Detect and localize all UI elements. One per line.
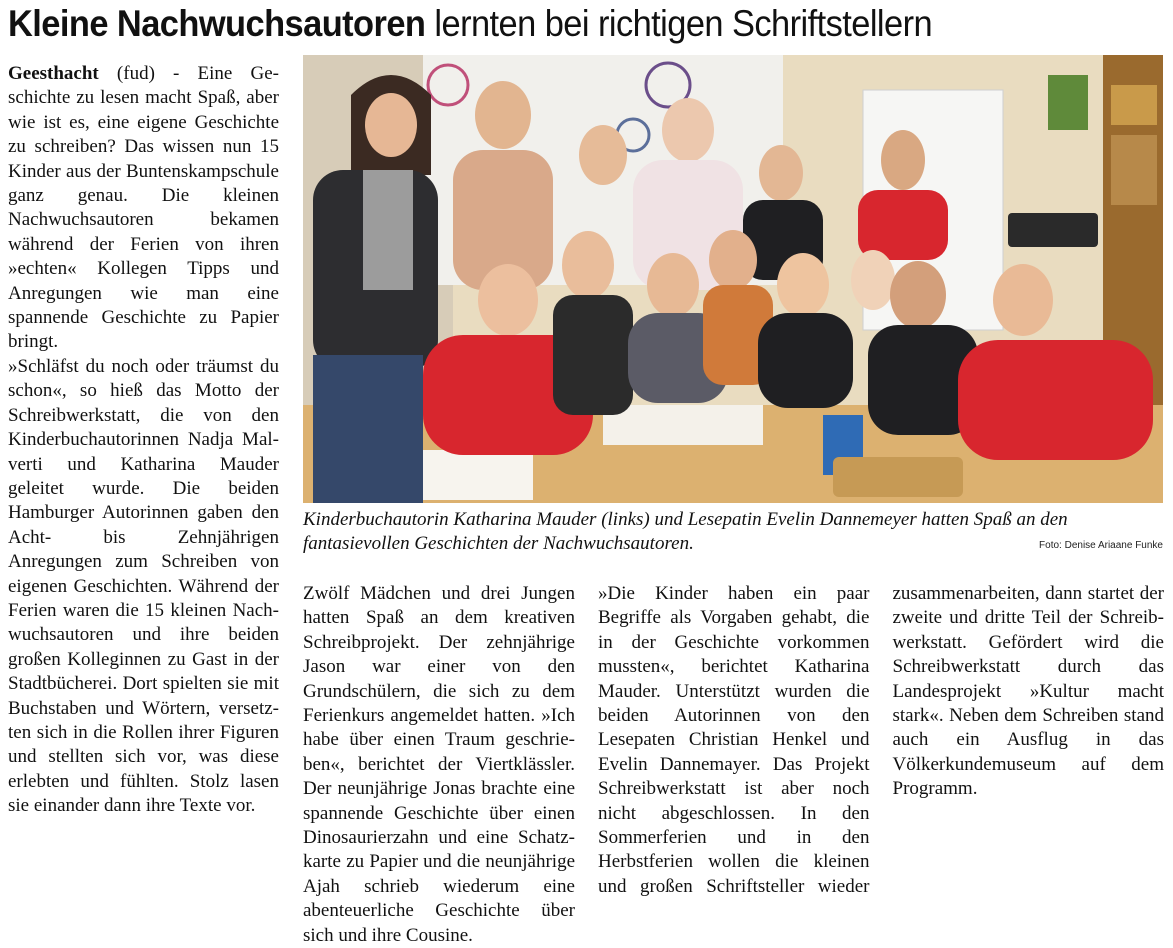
headline-bold: Kleine Nachwuchsautoren xyxy=(8,3,426,44)
headline xyxy=(8,2,1087,46)
photo-credit: Foto: Denise Ariaane Funke xyxy=(1039,540,1163,551)
dateline: Geesthacht xyxy=(8,63,99,84)
headline-regular: lernten bei richtigen Schriftstellern xyxy=(425,3,933,44)
lead-text: (fud) - Eine Geschichte zu lesen macht Spaß, aber wie ist es, eine eigene Geschichte zu schreiben? Das wissen nun 15 Kinder aus der Buntenskampschule ganz genau. Die kleinen Nachwuchsautoren bekamen während der Ferien von ihren »echten« Kollegen Tipps und Anregungen wie man eine spannende Geschichte zu Papier bringt. xyxy=(8,63,279,353)
article-photo xyxy=(303,55,1163,503)
article-paragraph-3: Zwölf Mädchen und drei Jungen hatten Spaß an dem kreativen Schreibprojekt. Der zehnjährige Jason war einer von den Grundschülern, die sich zu dem Ferienkurs angemeldet hatten. »Ich habe über einen Traum geschrieben«, berichtet der Viertklässler. Der neunjährige Jonas brachte eine spannende Geschichte über einen Dinosaurierzahn und eine Schatzkarte zu Papier und die neunjährige Ajah schrieb wiederum eine abenteuerliche Geschichte über sich und ihre Cousine. xyxy=(303,583,575,946)
article-column-1 xyxy=(8,62,279,819)
photo-caption: Kinderbuchautorin Katharina Mauder (links) und Lesepatin Evelin Dannemeyer hatten Spaß an den fantasievollen Geschichten der Nachwuchsautoren. xyxy=(303,509,1068,554)
article-paragraph-2: »Schläfst du noch oder träumst du schon«, so hieß das Motto der Schreibwerkstatt, die von den Kinderbuchautorinnen Nadja Malverti und Katharina Mauder geleitet wurde. Die beiden Hamburger Autorinnen gaben den Acht- bis Zehnjährigen Anregungen zum Schreiben von eigenen Geschichten. Während der Ferien waren die 15 kleinen Nachwuchsautoren und ihre beiden großen Kolleginnen zu Gast in der Stadtbücherei. Dort spielten sie mit Buchstaben und Wörtern, versetzten sich in die Rollen ihrer Figuren und stellten sich vor, was diese erlebten und fühlten. Stolz lasen sie einander dann ihre Texte vor. xyxy=(8,355,279,817)
article-column-2 xyxy=(303,582,575,948)
article-paragraph-4: »Die Kinder haben ein paar Begriffe als Vorgaben gehabt, die in der Geschichte vorkommen mussten«, berichtet Katharina Mauder. Unterstützt wurden die beiden Autorinnen von den Lesepaten Christian Henkel und Evelin Dannemayer. Das Projekt Schreibwerkstatt ist aber noch nicht abgeschlossen. In den Sommerferien und in den Herbstferien wollen die kleinen und großen Schriftsteller wieder zusammenarbeiten, dann startet der zweite und dritte Teil der Schreibwerkstatt. Gefördert wird die Schreibwerkstatt durch das Landesprojekt »Kultur macht stark«. Neben dem Schreiben stand auch ein Ausflug in das Völkerkundemuseum auf dem Programm. xyxy=(598,583,1164,897)
photo-illustration xyxy=(303,55,1163,503)
article-lead-paragraph xyxy=(8,62,279,355)
article-paragraph-4-flow xyxy=(598,582,1164,916)
